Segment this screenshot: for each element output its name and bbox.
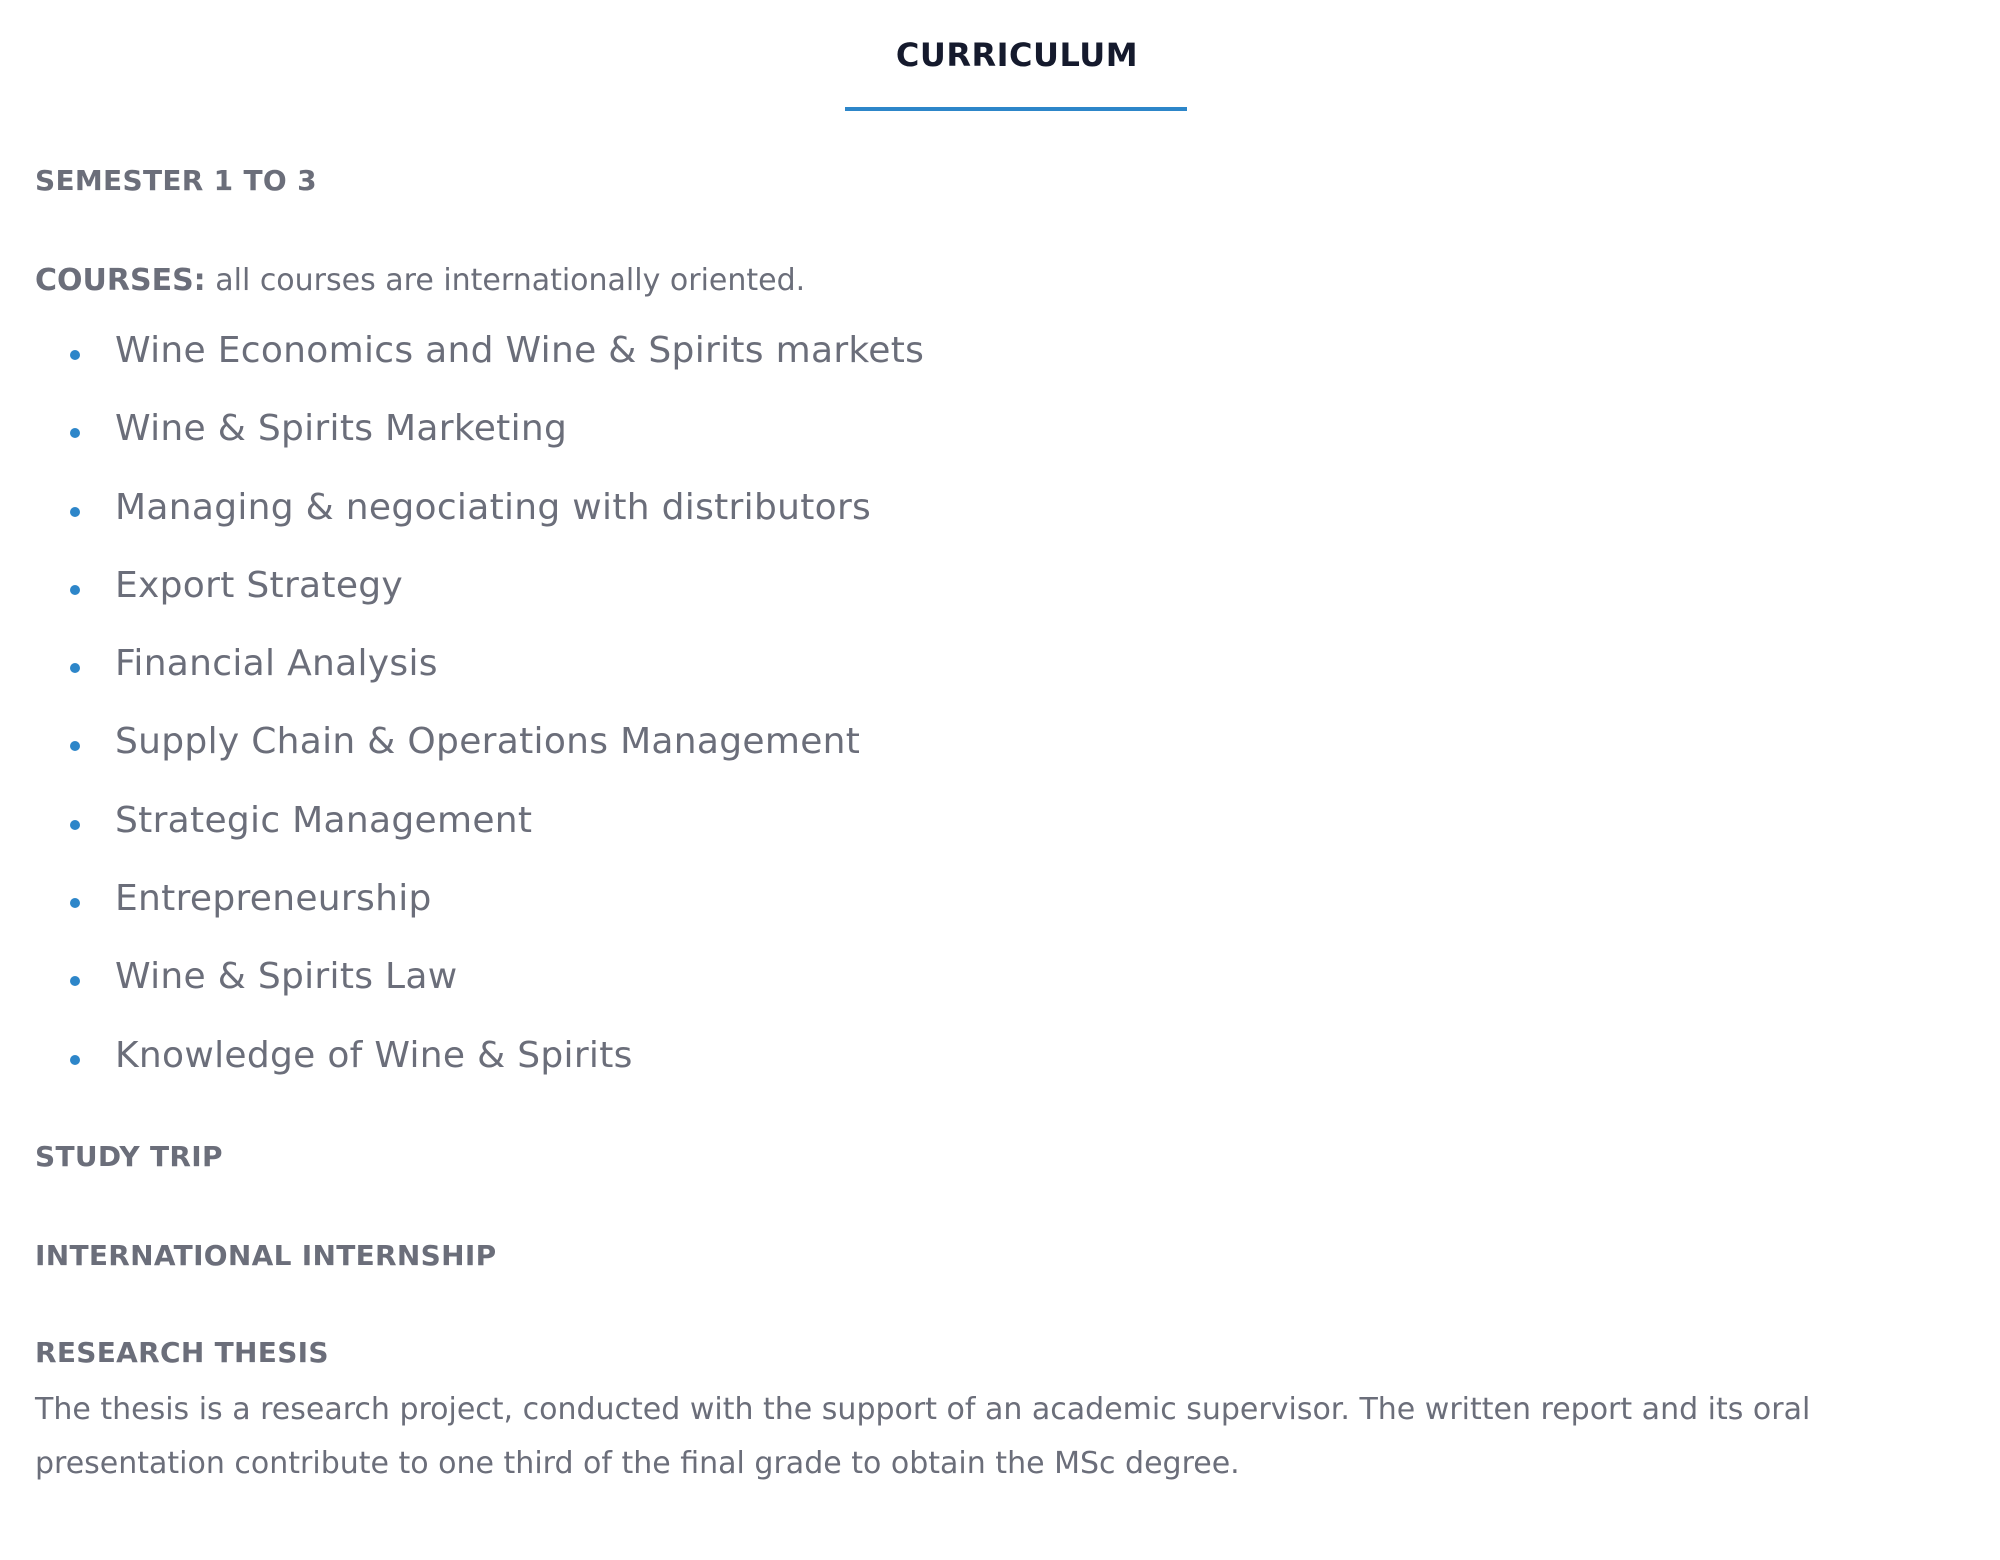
bullet-icon	[70, 585, 80, 595]
courses-intro	[35, 263, 805, 298]
bullet-icon	[70, 820, 80, 830]
bullet-icon	[70, 507, 80, 517]
course-name: Financial Analysis	[115, 643, 438, 685]
courses-label: COURSES:	[35, 263, 206, 298]
thesis-description: The thesis is a research project, conducted with the support of an academic supervisor. The written report and its oral presentation contribute to one third of the final grade to obtain the MSc degree.	[35, 1392, 1811, 1481]
course-name: Knowledge of Wine & Spirits	[115, 1034, 633, 1076]
course-name: Wine & Spirits Law	[115, 956, 458, 998]
page-title: CURRICULUM	[895, 36, 1139, 74]
course-name: Wine & Spirits Marketing	[115, 408, 568, 450]
bullet-icon	[70, 741, 80, 751]
course-name: Entrepreneurship	[115, 878, 432, 920]
study-trip-heading: STUDY TRIP	[35, 1140, 223, 1173]
bullet-icon	[70, 976, 80, 986]
course-name: Managing & negociating with distributors	[115, 486, 872, 528]
internship-heading: INTERNATIONAL INTERNSHIP	[35, 1239, 497, 1272]
bullet-icon	[70, 898, 80, 908]
course-name: Supply Chain & Operations Management	[115, 721, 861, 763]
bullet-icon	[70, 1055, 80, 1065]
semester-heading: SEMESTER 1 TO 3	[35, 164, 317, 197]
courses-description: all courses are internationally oriented.	[205, 263, 806, 298]
title-underline	[845, 107, 1187, 111]
course-name: Wine Economics and Wine & Spirits markets	[115, 330, 925, 371]
course-name: Strategic Management	[115, 799, 533, 841]
bullet-icon	[70, 663, 80, 673]
bullet-icon	[70, 350, 80, 360]
course-name: Export Strategy	[115, 564, 404, 606]
thesis-heading: RESEARCH THESIS	[35, 1336, 329, 1369]
bullet-icon	[70, 428, 80, 438]
